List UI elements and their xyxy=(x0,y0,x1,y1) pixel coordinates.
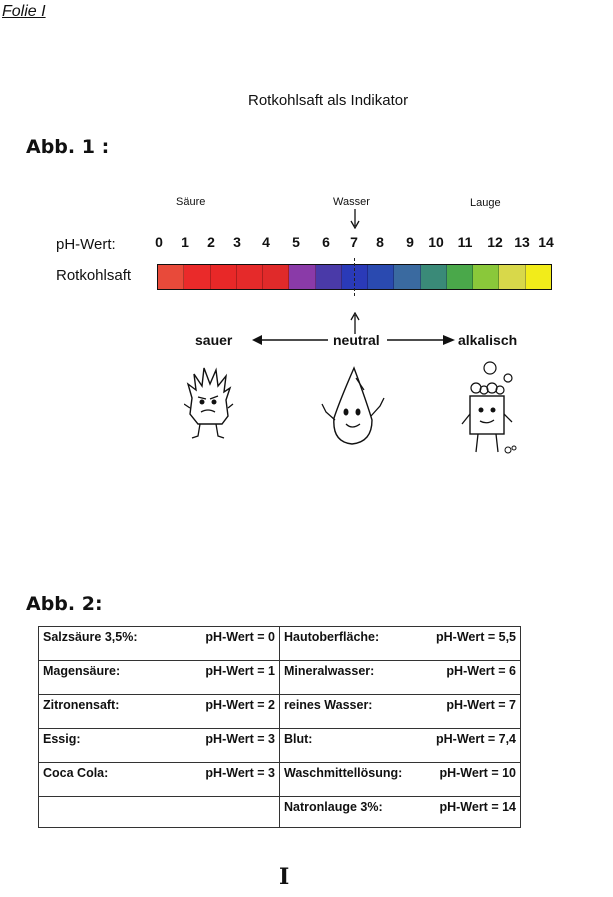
table-row xyxy=(39,797,521,828)
color-segment-12 xyxy=(473,265,499,289)
figure-1-label: Abb. 1 : xyxy=(26,136,110,158)
table-cell xyxy=(39,797,280,828)
ph-axis-label: pH-Wert: xyxy=(56,236,116,253)
acid-label: Säure xyxy=(176,196,206,208)
ph-number-14: 14 xyxy=(538,234,554,250)
page-title: Rotkohlsaft als Indikator xyxy=(248,92,409,109)
substance-name: Coca Cola: xyxy=(43,766,109,780)
ph-number-1: 1 xyxy=(181,234,189,250)
water-drop-character-icon xyxy=(320,364,390,450)
color-segment-8 xyxy=(368,265,394,289)
right-arrow-icon xyxy=(385,330,457,350)
color-segment-13 xyxy=(499,265,525,289)
neutral-up-arrow-icon xyxy=(350,312,360,334)
ph-number-8: 8 xyxy=(376,234,384,250)
base-label: Lauge xyxy=(470,197,501,209)
table-row xyxy=(39,729,521,763)
color-segment-4 xyxy=(263,265,289,289)
table-row xyxy=(39,763,521,797)
ph-value: pH-Wert = 7 xyxy=(446,698,516,712)
ph-value: pH-Wert = 0 xyxy=(205,630,275,644)
table-cell xyxy=(280,797,521,828)
ph-number-7: 7 xyxy=(350,234,358,250)
ph-value-table xyxy=(38,626,521,828)
label-sauer: sauer xyxy=(195,332,233,348)
table-cell xyxy=(280,763,521,797)
ph-number-2: 2 xyxy=(207,234,215,250)
table-cell xyxy=(280,695,521,729)
substance-name: Mineralwasser: xyxy=(284,664,375,678)
color-segment-11 xyxy=(447,265,473,289)
ph-number-13: 13 xyxy=(514,234,530,250)
ph-number-6: 6 xyxy=(322,234,330,250)
acid-character-icon xyxy=(184,364,234,444)
substance-name: Zitronensaft: xyxy=(43,698,120,712)
table-row xyxy=(39,695,521,729)
color-segment-1 xyxy=(184,265,210,289)
left-arrow-icon xyxy=(250,330,330,350)
color-segment-6 xyxy=(316,265,342,289)
ph-number-3: 3 xyxy=(233,234,241,250)
table-row xyxy=(39,661,521,695)
table-cell xyxy=(280,627,521,661)
color-segment-0 xyxy=(158,265,184,289)
table-cell xyxy=(280,729,521,763)
table-cell xyxy=(280,661,521,695)
ph-number-12: 12 xyxy=(487,234,503,250)
label-alkalisch: alkalisch xyxy=(458,332,518,348)
ph-number-10: 10 xyxy=(428,234,444,250)
ph-number-11: 11 xyxy=(457,234,473,250)
table-row xyxy=(39,627,521,661)
base-character-icon xyxy=(458,358,520,458)
ph-value: pH-Wert = 3 xyxy=(205,732,275,746)
substance-name: Natronlauge 3%: xyxy=(284,800,383,814)
ph-number-4: 4 xyxy=(262,234,270,250)
ph-number-9: 9 xyxy=(406,234,414,250)
ph-value: pH-Wert = 1 xyxy=(205,664,275,678)
substance-name: Essig: xyxy=(43,732,81,746)
substance-name: Waschmittellösung: xyxy=(284,766,403,780)
cabbage-row-label: Rotkohlsaft xyxy=(56,267,132,284)
table-cell xyxy=(39,661,280,695)
table-cell xyxy=(39,627,280,661)
ph-value: pH-Wert = 7,4 xyxy=(436,732,516,746)
ph-number-5: 5 xyxy=(292,234,300,250)
substance-name: Salzsäure 3,5%: xyxy=(43,630,138,644)
color-segment-3 xyxy=(237,265,263,289)
table-cell xyxy=(39,729,280,763)
figure-2-label: Abb. 2: xyxy=(26,593,103,615)
ph-value: pH-Wert = 10 xyxy=(439,766,516,780)
table-cell xyxy=(39,763,280,797)
color-segment-2 xyxy=(211,265,237,289)
ph-value: pH-Wert = 6 xyxy=(446,664,516,678)
color-segment-14 xyxy=(526,265,551,289)
substance-name: Magensäure: xyxy=(43,664,121,678)
ph-value: pH-Wert = 3 xyxy=(205,766,275,780)
substance-name: Blut: xyxy=(284,732,313,746)
color-segment-5 xyxy=(289,265,315,289)
label-neutral: neutral xyxy=(333,332,380,348)
ph-value: pH-Wert = 2 xyxy=(205,698,275,712)
water-label: Wasser xyxy=(333,196,370,208)
water-arrow-icon xyxy=(350,209,360,229)
ph-number-0: 0 xyxy=(155,234,163,250)
page-number: I xyxy=(279,864,290,890)
neutral-marker-line xyxy=(354,258,355,296)
color-segment-10 xyxy=(421,265,447,289)
slide-label: Folie I xyxy=(2,3,46,20)
substance-name: Hautoberfläche: xyxy=(284,630,380,644)
substance-name: reines Wasser: xyxy=(284,698,373,712)
ph-value: pH-Wert = 5,5 xyxy=(436,630,516,644)
color-segment-9 xyxy=(394,265,420,289)
ph-value: pH-Wert = 14 xyxy=(439,800,516,814)
table-cell xyxy=(39,695,280,729)
